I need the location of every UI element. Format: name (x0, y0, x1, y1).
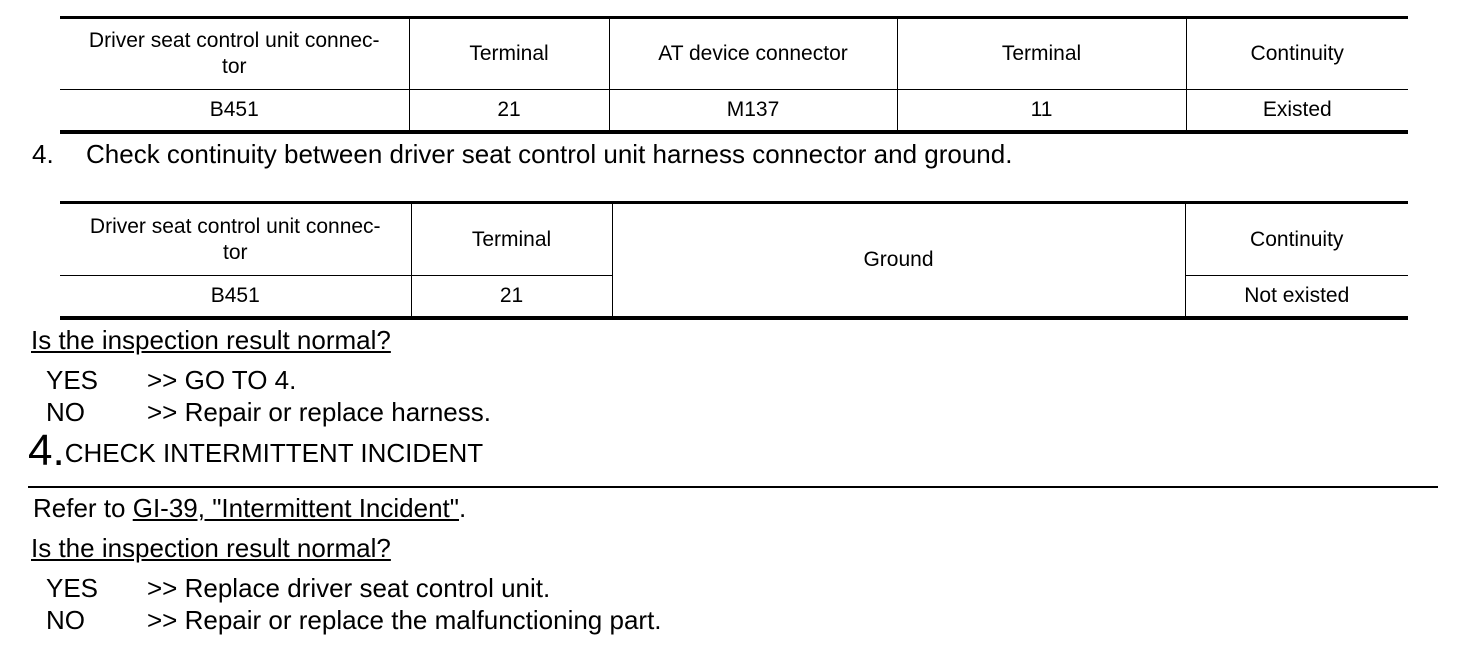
section-heading (28, 428, 483, 474)
cell-at-connector: M137 (609, 90, 897, 133)
answer-text: >> GO TO 4. (147, 365, 297, 395)
answer-text: >> Replace driver seat control unit. (147, 573, 551, 603)
table-row (60, 90, 1408, 133)
answer-text: >> Repair or replace harness. (147, 397, 491, 427)
header-terminal: Terminal (409, 18, 609, 90)
cell-terminal: 21 (411, 276, 612, 319)
section-divider (28, 486, 1438, 488)
cell-terminal: 21 (409, 90, 609, 133)
cell-continuity: Existed (1186, 90, 1408, 133)
header-driver-seat-connector: Driver seat control unit connec- tor (60, 203, 411, 276)
answer-no (0, 397, 800, 427)
step-text: Check continuity between driver seat control unit harness connector and ground. (86, 139, 1013, 169)
header-terminal: Terminal (411, 203, 612, 276)
table-header-row (60, 18, 1408, 90)
header-at-device-connector: AT device connector (609, 18, 897, 90)
table-header-row (60, 203, 1408, 276)
section-number: 4. (28, 426, 65, 475)
refer-line (33, 493, 466, 523)
section-title: CHECK INTERMITTENT INCIDENT (64, 438, 484, 468)
cell-connector: B451 (60, 90, 409, 133)
answer-key: YES (46, 365, 99, 395)
refer-prefix: Refer to (33, 493, 133, 523)
answer-yes (0, 573, 800, 603)
answer-key: NO (46, 397, 85, 427)
reference-link[interactable]: GI-39, "Intermittent Incident" (132, 493, 459, 523)
continuity-table-connector (60, 16, 1408, 134)
header-continuity: Continuity (1186, 18, 1408, 90)
header-continuity: Continuity (1185, 203, 1408, 276)
answer-text: >> Repair or replace the malfunctioning part. (147, 605, 662, 635)
inspection-question: Is the inspection result normal? (31, 325, 391, 355)
answer-key: YES (46, 573, 99, 603)
step-number: 4. (32, 139, 54, 169)
header-ground: Ground (612, 203, 1185, 319)
cell-connector: B451 (60, 276, 411, 319)
answer-key: NO (46, 605, 85, 635)
header-driver-seat-connector: Driver seat control unit connec- tor (60, 18, 409, 90)
answer-no (0, 605, 900, 635)
cell-terminal: 11 (897, 90, 1186, 133)
cell-continuity: Not existed (1185, 276, 1408, 319)
continuity-table-ground (60, 201, 1408, 320)
header-terminal: Terminal (897, 18, 1186, 90)
step-instruction (0, 139, 1472, 169)
answer-yes (0, 365, 600, 395)
refer-suffix: . (459, 493, 467, 523)
inspection-question: Is the inspection result normal? (31, 533, 391, 563)
